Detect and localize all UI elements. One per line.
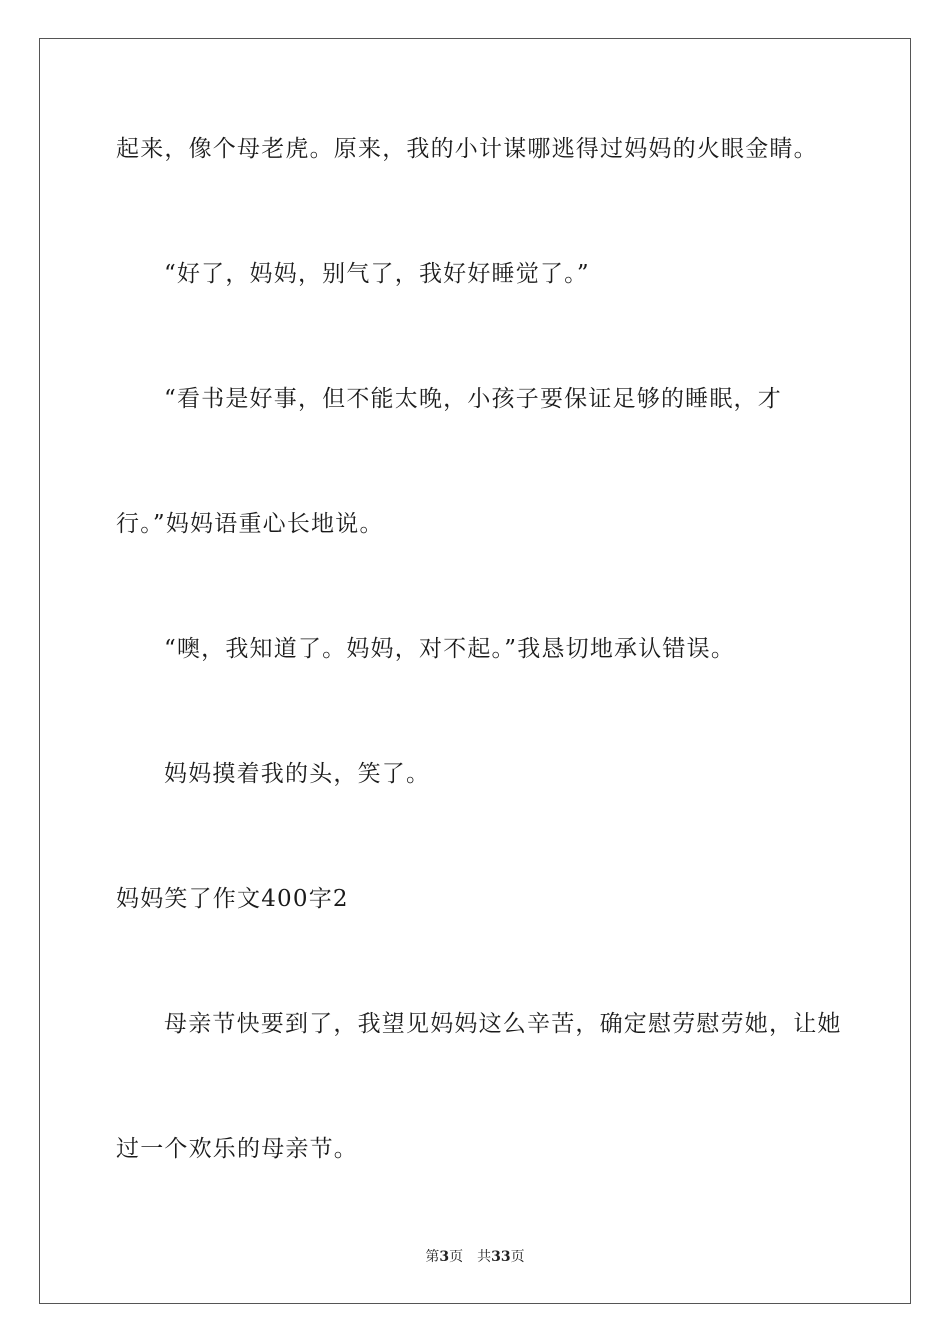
footer-page-suffix: 页 [449, 1249, 464, 1265]
page-footer [0, 1248, 950, 1266]
paragraph-line-5: “噢，我知道了。妈妈，对不起。”我恳切地承认错误。 [164, 636, 736, 662]
footer-total-suffix: 页 [510, 1249, 525, 1265]
paragraph-line-2: “好了，妈妈，别气了，我好好睡觉了。” [164, 261, 590, 287]
current-page-number: 3 [439, 1249, 450, 1265]
paragraph-line-4: 行。”妈妈语重心长地说。 [116, 511, 384, 537]
paragraph-line-3: “看书是好事，但不能太晚，小孩子要保证足够的睡眠，才 [164, 386, 782, 412]
footer-total-prefix: 共 [477, 1249, 492, 1265]
paragraph-line-9: 过一个欢乐的母亲节。 [116, 1136, 358, 1162]
footer-prefix: 第 [425, 1249, 440, 1265]
section-heading: 妈妈笑了作文400字2 [116, 886, 349, 912]
paragraph-line-1: 起来，像个母老虎。原来，我的小计谋哪逃得过妈妈的火眼金睛。 [116, 136, 818, 162]
paragraph-line-8: 母亲节快要到了，我望见妈妈这么辛苦，确定慰劳慰劳她，让她 [164, 1011, 842, 1037]
page-border [39, 38, 911, 1304]
paragraph-line-6: 妈妈摸着我的头，笑了。 [164, 761, 431, 787]
total-page-count: 33 [491, 1249, 511, 1265]
